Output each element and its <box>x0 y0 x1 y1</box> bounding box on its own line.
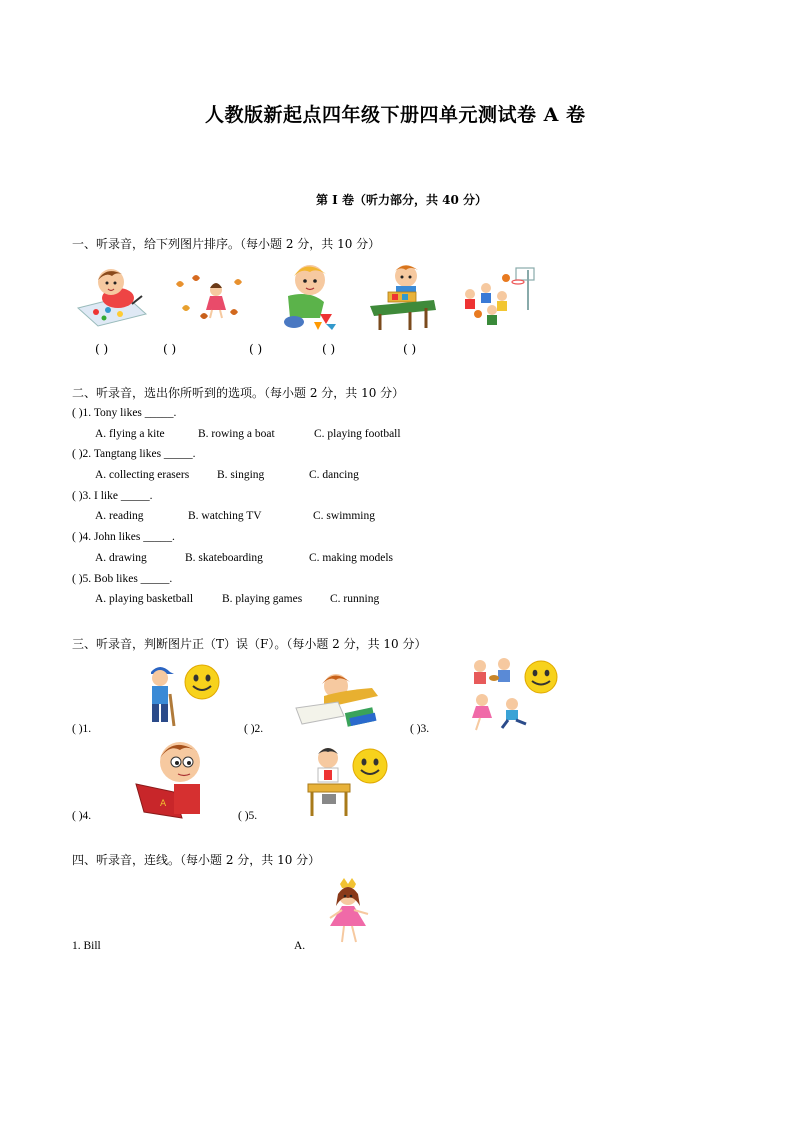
section4-heading: 四、听录音，连线。（每小题 2 分，共 10 分） <box>72 853 321 867</box>
question-stem: ( )3. I like _____. <box>72 490 153 502</box>
question-stem: ( )1. Tony likes _____. <box>72 407 177 419</box>
option-a[interactable]: A. flying a kite <box>95 428 165 440</box>
reading-girl-icon <box>294 668 384 732</box>
option-a[interactable]: A. drawing <box>95 552 147 564</box>
autumn-leaves-girl-icon <box>170 272 248 324</box>
dancing-girl-icon <box>324 878 374 948</box>
judge-item-2: ( )2. <box>244 723 264 735</box>
option-c[interactable]: C. playing football <box>314 428 401 440</box>
music-dance-kids-icon <box>466 658 532 734</box>
judge-item-3: ( )3. <box>410 723 430 735</box>
order-blank-1[interactable]: ( ) <box>95 342 109 356</box>
section3-heading: 三、听录音，判断图片正（T）误（F）。（每小题 2 分，共 10 分） <box>72 637 427 651</box>
option-c[interactable]: C. dancing <box>309 469 359 481</box>
smiley-face-icon <box>352 748 388 784</box>
question-stem: ( )4. John likes _____. <box>72 531 175 543</box>
svg-text:A: A <box>160 799 167 809</box>
drawing-boy-icon <box>76 266 148 326</box>
judge-item-1: ( )1. <box>72 723 92 735</box>
match-left-item: 1. Bill <box>72 940 101 952</box>
order-blank-4[interactable]: ( ) <box>322 342 336 356</box>
smiley-face-icon <box>524 660 558 694</box>
question-stem: ( )2. Tangtang likes _____. <box>72 448 196 460</box>
option-b[interactable]: B. skateboarding <box>185 552 263 564</box>
part-heading: 第 I 卷（听力部分，共 40 分） <box>316 193 488 207</box>
option-c[interactable]: C. swimming <box>313 510 375 522</box>
judge-item-5: ( )5. <box>238 810 258 822</box>
option-a[interactable]: A. playing basketball <box>95 593 194 605</box>
option-b[interactable]: B. singing <box>217 469 265 481</box>
order-blank-3[interactable]: ( ) <box>249 342 263 356</box>
page-title: 人教版新起点四年级下册四单元测试卷 A 卷 <box>205 104 586 126</box>
option-c[interactable]: C. making models <box>309 552 394 564</box>
judge-item-4: ( )4. <box>72 810 92 822</box>
option-b[interactable]: B. playing games <box>222 593 303 605</box>
option-c[interactable]: C. running <box>330 593 380 605</box>
order-blank-5[interactable]: ( ) <box>403 342 417 356</box>
option-b[interactable]: B. rowing a boat <box>198 428 275 440</box>
book-boy-icon <box>134 740 208 820</box>
option-a[interactable]: A. reading <box>95 510 144 522</box>
order-blank-2[interactable]: ( ) <box>163 342 177 356</box>
tangram-boy-icon <box>280 262 340 332</box>
model-building-boy-icon <box>370 262 436 332</box>
section2-heading: 二、听录音，选出你所听到的选项。（每小题 2 分，共 10 分） <box>72 386 405 400</box>
option-a[interactable]: A. collecting erasers <box>95 469 190 481</box>
match-right-item: A. <box>294 940 306 952</box>
section1-heading: 一、听录音，给下列图片排序。（每小题 2 分，共 10 分） <box>72 237 381 251</box>
question-stem: ( )5. Bob likes _____. <box>72 573 173 585</box>
option-b[interactable]: B. watching TV <box>188 510 262 522</box>
desk-boy-icon <box>306 746 352 818</box>
baseball-boy-icon <box>146 664 176 730</box>
basketball-kids-icon <box>462 266 538 328</box>
smiley-face-icon <box>184 664 220 700</box>
